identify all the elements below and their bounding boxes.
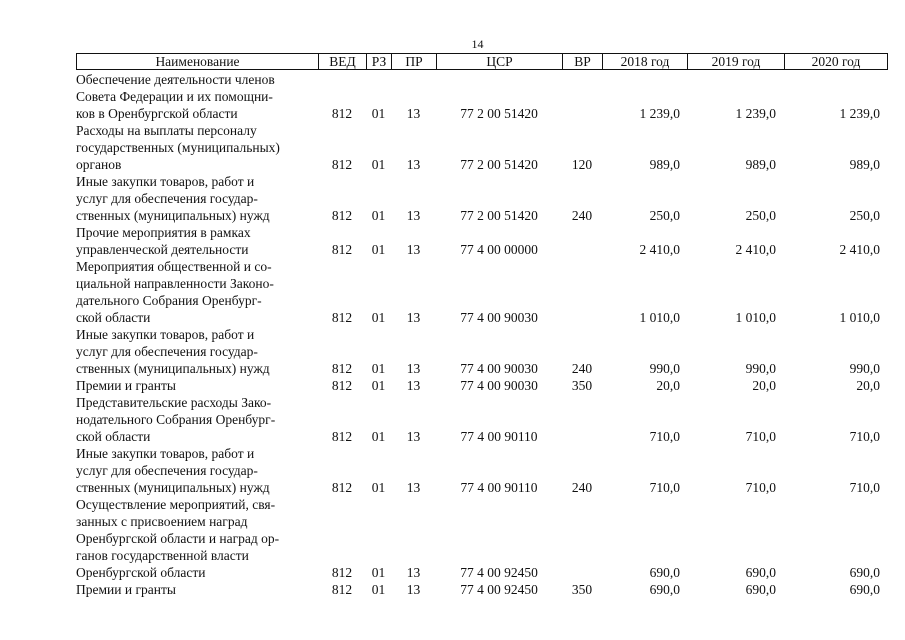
row-ved: 812 (331, 106, 353, 121)
row-value-2018: 1 239,0 (639, 106, 680, 121)
row-name-line: Обеспечение деятельности членов (76, 72, 275, 87)
table-row (76, 71, 888, 122)
row-name-line: Премии и гранты (76, 378, 176, 393)
row-value-2020: 2 410,0 (839, 242, 880, 257)
row-vr: 240 (571, 480, 593, 495)
row-name (76, 71, 318, 122)
row-name-line: Иные закупки товаров, работ и (76, 174, 255, 189)
page-number: 14 (471, 37, 484, 51)
row-rz: 01 (371, 208, 386, 223)
row-name-line: Мероприятия общественной и со- (76, 259, 272, 274)
row-name (76, 326, 318, 377)
row-ved: 812 (331, 361, 353, 376)
row-csr: 77 2 00 51420 (460, 157, 538, 172)
row-rz: 01 (371, 582, 386, 597)
table-row (76, 258, 888, 326)
row-value-2018: 990,0 (649, 361, 680, 376)
row-ved: 812 (331, 310, 353, 325)
row-name-line: Осуществление мероприятий, свя- (76, 497, 276, 512)
row-name-line: дательного Собрания Оренбург- (76, 293, 262, 308)
row-name (76, 394, 318, 445)
row-vr: 350 (571, 378, 593, 393)
row-value-2018: 1 010,0 (639, 310, 680, 325)
row-value-2019: 690,0 (745, 565, 776, 580)
row-ved: 812 (331, 480, 353, 495)
row-rz: 01 (371, 429, 386, 444)
row-value-2020: 690,0 (849, 565, 880, 580)
row-pr: 13 (406, 106, 421, 121)
table-row (76, 581, 888, 598)
row-value-2019: 1 010,0 (735, 310, 776, 325)
table-body (76, 71, 888, 598)
row-value-2019: 20,0 (752, 378, 776, 393)
row-value-2020: 250,0 (849, 208, 880, 223)
row-name-line: Оренбургской области (76, 565, 206, 580)
table-row (76, 394, 888, 445)
row-rz: 01 (371, 480, 386, 495)
row-name (76, 224, 318, 258)
row-value-2019: 1 239,0 (735, 106, 776, 121)
row-value-2020: 990,0 (849, 361, 880, 376)
row-name (76, 377, 318, 394)
row-pr: 13 (406, 208, 421, 223)
row-ved: 812 (331, 378, 353, 393)
row-name (76, 496, 318, 581)
row-name-line: Совета Федерации и их помощни- (76, 89, 273, 104)
row-name (76, 581, 318, 598)
table-row (76, 326, 888, 377)
row-pr: 13 (406, 157, 421, 172)
table-header (76, 53, 888, 70)
row-name (76, 173, 318, 224)
table-row (76, 173, 888, 224)
row-value-2019: 990,0 (745, 361, 776, 376)
row-vr: 240 (571, 361, 593, 376)
row-ved: 812 (331, 582, 353, 597)
row-name-line: ской области (76, 310, 151, 325)
row-name-line: услуг для обеспечения государ- (76, 191, 258, 206)
row-name-line: ственных (муниципальных) нужд (76, 480, 270, 495)
row-value-2020: 690,0 (849, 582, 880, 597)
row-pr: 13 (406, 565, 421, 580)
table-row (76, 224, 888, 258)
row-name-line: Иные закупки товаров, работ и (76, 327, 255, 342)
table-row (76, 445, 888, 496)
table-row (76, 377, 888, 394)
row-rz: 01 (371, 565, 386, 580)
row-name-line: управленческой деятельности (76, 242, 249, 257)
row-name-line: Представительские расходы Зако- (76, 395, 272, 410)
header-name: Наименование (77, 54, 319, 70)
row-name-line: услуг для обеспечения государ- (76, 463, 258, 478)
row-pr: 13 (406, 378, 421, 393)
row-value-2020: 710,0 (849, 429, 880, 444)
row-value-2019: 250,0 (745, 208, 776, 223)
row-ved: 812 (331, 208, 353, 223)
row-name (76, 258, 318, 326)
row-csr: 77 4 00 00000 (460, 242, 538, 257)
row-ved: 812 (331, 157, 353, 172)
row-csr: 77 4 00 92450 (460, 582, 538, 597)
row-value-2019: 989,0 (745, 157, 776, 172)
row-name-line: ской области (76, 429, 151, 444)
table-row (76, 122, 888, 173)
row-vr: 350 (571, 582, 593, 597)
row-value-2019: 2 410,0 (735, 242, 776, 257)
row-name (76, 122, 318, 173)
row-value-2019: 710,0 (745, 429, 776, 444)
row-name-line: ственных (муниципальных) нужд (76, 361, 270, 376)
header-ved: ВЕД (319, 54, 367, 70)
row-csr: 77 2 00 51420 (460, 208, 538, 223)
row-value-2020: 989,0 (849, 157, 880, 172)
row-vr: 240 (571, 208, 593, 223)
row-name-line: ков в Оренбургской области (76, 106, 238, 121)
row-pr: 13 (406, 310, 421, 325)
row-value-2018: 250,0 (649, 208, 680, 223)
row-rz: 01 (371, 157, 386, 172)
row-csr: 77 4 00 90110 (460, 480, 538, 495)
row-rz: 01 (371, 242, 386, 257)
row-name-line: нодательного Собрания Оренбург- (76, 412, 276, 427)
row-pr: 13 (406, 480, 421, 495)
row-value-2018: 20,0 (656, 378, 680, 393)
row-name-line: услуг для обеспечения государ- (76, 344, 258, 359)
row-value-2020: 710,0 (849, 480, 880, 495)
row-name-line: ганов государственной власти (76, 548, 249, 563)
row-name (76, 445, 318, 496)
row-csr: 77 4 00 90030 (460, 378, 538, 393)
header-2019: 2019 год (688, 54, 785, 70)
row-name-line: циальной направленности Законо- (76, 276, 274, 291)
row-rz: 01 (371, 106, 386, 121)
row-value-2018: 710,0 (649, 480, 680, 495)
row-value-2018: 690,0 (649, 565, 680, 580)
row-csr: 77 2 00 51420 (460, 106, 538, 121)
row-name-line: Иные закупки товаров, работ и (76, 446, 255, 461)
row-ved: 812 (331, 242, 353, 257)
row-name-line: Прочие мероприятия в рамках (76, 225, 251, 240)
row-rz: 01 (371, 378, 386, 393)
row-csr: 77 4 00 90030 (460, 310, 538, 325)
header-vr: ВР (563, 54, 603, 70)
row-value-2020: 1 010,0 (839, 310, 880, 325)
row-value-2018: 710,0 (649, 429, 680, 444)
row-value-2019: 710,0 (745, 480, 776, 495)
row-pr: 13 (406, 242, 421, 257)
row-pr: 13 (406, 582, 421, 597)
header-rz: РЗ (367, 54, 392, 70)
row-value-2018: 2 410,0 (639, 242, 680, 257)
header-pr: ПР (392, 54, 437, 70)
row-name-line: ственных (муниципальных) нужд (76, 208, 270, 223)
header-csr: ЦСР (437, 54, 563, 70)
row-csr: 77 4 00 90030 (460, 361, 538, 376)
row-name-line: органов (76, 157, 122, 172)
header-2018: 2018 год (603, 54, 688, 70)
row-csr: 77 4 00 92450 (460, 565, 538, 580)
row-rz: 01 (371, 310, 386, 325)
row-value-2020: 20,0 (856, 378, 880, 393)
table-row (76, 496, 888, 581)
row-csr: 77 4 00 90110 (460, 429, 538, 444)
row-ved: 812 (331, 429, 353, 444)
row-value-2018: 690,0 (649, 582, 680, 597)
row-name-line: Оренбургской области и наград ор- (76, 531, 280, 546)
row-pr: 13 (406, 429, 421, 444)
header-2020: 2020 год (785, 54, 888, 70)
row-rz: 01 (371, 361, 386, 376)
row-name-line: занных с присвоением наград (76, 514, 248, 529)
row-pr: 13 (406, 361, 421, 376)
row-value-2019: 690,0 (745, 582, 776, 597)
row-value-2018: 989,0 (649, 157, 680, 172)
row-ved: 812 (331, 565, 353, 580)
row-name-line: Расходы на выплаты персоналу (76, 123, 257, 138)
row-name-line: Премии и гранты (76, 582, 176, 597)
row-name-line: государственных (муниципальных) (76, 140, 280, 155)
row-vr: 120 (571, 157, 593, 172)
row-value-2020: 1 239,0 (839, 106, 880, 121)
